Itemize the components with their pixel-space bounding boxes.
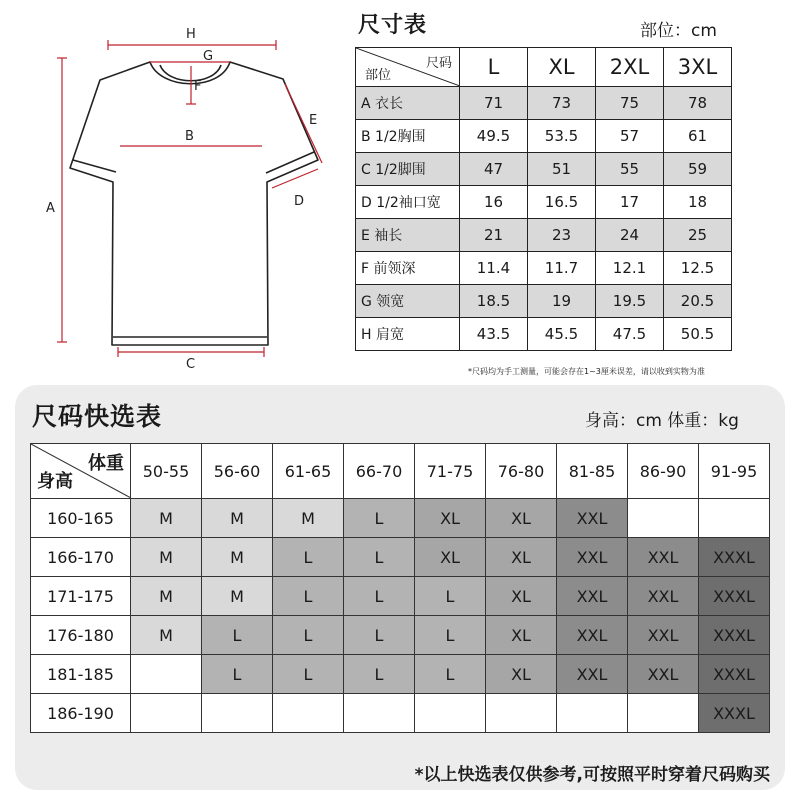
size-recommendation-cell: XL: [486, 538, 557, 577]
quick-select-table: [30, 443, 770, 733]
size-value: 53.5: [528, 120, 596, 153]
size-value: 19: [528, 285, 596, 318]
size-recommendation-cell: M: [131, 616, 202, 655]
size-value: 20.5: [664, 285, 732, 318]
size-recommendation-cell: XXL: [557, 538, 628, 577]
size-value: 47.5: [596, 318, 664, 351]
quick-select-units: 身高：cm 体重：kg: [585, 411, 739, 431]
size-value: 55: [596, 153, 664, 186]
size-value: 24: [596, 219, 664, 252]
size-recommendation-cell: [131, 694, 202, 733]
height-range: 176-180: [31, 616, 131, 655]
size-recommendation-cell: L: [273, 538, 344, 577]
size-recommendation-cell: XXL: [628, 577, 699, 616]
size-recommendation-cell: [699, 499, 770, 538]
size-recommendation-cell: L: [273, 577, 344, 616]
size-value: 18: [664, 186, 732, 219]
quick-row: [31, 694, 770, 733]
part-label: C 1/2脚围: [356, 153, 460, 186]
size-recommendation-cell: L: [344, 538, 415, 577]
size-recommendation-cell: L: [202, 616, 273, 655]
size-recommendation-cell: L: [273, 655, 344, 694]
size-recommendation-cell: L: [273, 616, 344, 655]
quick-corner-cell: [31, 444, 131, 499]
part-label: F 前领深: [356, 252, 460, 285]
size-value: 73: [528, 87, 596, 120]
size-recommendation-cell: XXL: [628, 655, 699, 694]
weight-header: 66-70: [344, 444, 415, 499]
size-value: 51: [528, 153, 596, 186]
height-range: 186-190: [31, 694, 131, 733]
size-row: [356, 87, 732, 120]
size-recommendation-cell: L: [344, 499, 415, 538]
size-recommendation-cell: L: [344, 577, 415, 616]
label-g: G: [203, 49, 214, 64]
label-d: D: [294, 194, 305, 209]
size-value: 16: [460, 186, 528, 219]
size-value: 11.4: [460, 252, 528, 285]
size-recommendation-cell: XXL: [628, 616, 699, 655]
size-recommendation-cell: M: [131, 499, 202, 538]
tshirt-diagram: [0, 0, 345, 380]
size-recommendation-cell: [131, 655, 202, 694]
size-recommendation-cell: M: [202, 538, 273, 577]
height-range: 171-175: [31, 577, 131, 616]
size-chart-unit: 部位：cm: [640, 21, 717, 41]
corner-size-label: 尺码: [425, 56, 452, 71]
size-recommendation-cell: XXXL: [699, 655, 770, 694]
label-c: C: [186, 357, 196, 372]
size-row: [356, 252, 732, 285]
size-recommendation-cell: M: [202, 499, 273, 538]
label-h: H: [186, 27, 196, 42]
weight-header: 81-85: [557, 444, 628, 499]
weight-header: 61-65: [273, 444, 344, 499]
size-row: [356, 219, 732, 252]
corner-height-label: 身高: [37, 471, 73, 492]
size-value: 57: [596, 120, 664, 153]
label-f: F: [194, 79, 202, 94]
size-recommendation-cell: M: [273, 499, 344, 538]
size-recommendation-cell: L: [344, 616, 415, 655]
height-range: 160-165: [31, 499, 131, 538]
size-value: 12.1: [596, 252, 664, 285]
size-value: 16.5: [528, 186, 596, 219]
size-value: 17: [596, 186, 664, 219]
size-header: 2XL: [596, 48, 664, 87]
size-value: 78: [664, 87, 732, 120]
size-recommendation-cell: L: [415, 655, 486, 694]
size-recommendation-cell: M: [202, 577, 273, 616]
size-recommendation-cell: [628, 694, 699, 733]
size-value: 25: [664, 219, 732, 252]
size-recommendation-cell: XL: [415, 499, 486, 538]
size-header: 3XL: [664, 48, 732, 87]
size-value: 21: [460, 219, 528, 252]
corner-part-label: 部位: [365, 68, 392, 83]
size-value: 50.5: [664, 318, 732, 351]
height-range: 166-170: [31, 538, 131, 577]
part-label: E 袖长: [356, 219, 460, 252]
part-label: H 肩宽: [356, 318, 460, 351]
size-value: 45.5: [528, 318, 596, 351]
size-value: 11.7: [528, 252, 596, 285]
size-value: 61: [664, 120, 732, 153]
part-label: D 1/2袖口宽: [356, 186, 460, 219]
size-recommendation-cell: [628, 499, 699, 538]
size-recommendation-cell: XXL: [557, 577, 628, 616]
size-value: 18.5: [460, 285, 528, 318]
quick-row: [31, 499, 770, 538]
size-value: 49.5: [460, 120, 528, 153]
size-value: 43.5: [460, 318, 528, 351]
size-recommendation-cell: XL: [486, 616, 557, 655]
size-recommendation-cell: XXXL: [699, 694, 770, 733]
size-recommendation-cell: XXL: [628, 538, 699, 577]
quick-select-title: 尺码快选表: [32, 402, 163, 431]
size-recommendation-cell: XL: [486, 499, 557, 538]
size-row: [356, 285, 732, 318]
height-range: 181-185: [31, 655, 131, 694]
size-row: [356, 153, 732, 186]
size-recommendation-cell: [273, 694, 344, 733]
corner-weight-label: 体重: [88, 453, 124, 474]
size-row: [356, 318, 732, 351]
size-value: 23: [528, 219, 596, 252]
size-recommendation-cell: L: [415, 577, 486, 616]
size-value: 59: [664, 153, 732, 186]
size-chart-table: [355, 47, 732, 351]
weight-header: 91-95: [699, 444, 770, 499]
quick-select-footer: *以上快选表仅供参考,可按照平时穿着尺码购买: [414, 765, 770, 785]
size-row: [356, 186, 732, 219]
size-value: 75: [596, 87, 664, 120]
size-value: 71: [460, 87, 528, 120]
size-recommendation-cell: [415, 694, 486, 733]
size-recommendation-cell: XXXL: [699, 577, 770, 616]
weight-header: 50-55: [131, 444, 202, 499]
size-recommendation-cell: XXL: [557, 655, 628, 694]
size-header-row: [356, 48, 732, 87]
size-recommendation-cell: XXL: [557, 616, 628, 655]
label-b: B: [185, 129, 194, 144]
label-a: A: [46, 201, 55, 216]
size-recommendation-cell: [486, 694, 557, 733]
size-recommendation-cell: M: [131, 538, 202, 577]
quick-row: [31, 655, 770, 694]
size-recommendation-cell: XL: [486, 577, 557, 616]
size-recommendation-cell: XXXL: [699, 538, 770, 577]
size-recommendation-cell: XXXL: [699, 616, 770, 655]
weight-header: 76-80: [486, 444, 557, 499]
size-recommendation-cell: [557, 694, 628, 733]
size-recommendation-cell: [202, 694, 273, 733]
size-recommendation-cell: XL: [486, 655, 557, 694]
size-recommendation-cell: XXL: [557, 499, 628, 538]
label-e: E: [309, 113, 318, 128]
weight-header: 56-60: [202, 444, 273, 499]
quick-header-row: [31, 444, 770, 499]
part-label: B 1/2胸围: [356, 120, 460, 153]
size-recommendation-cell: L: [344, 655, 415, 694]
part-label: A 衣长: [356, 87, 460, 120]
size-recommendation-cell: M: [131, 577, 202, 616]
quick-row: [31, 616, 770, 655]
size-recommendation-cell: L: [415, 616, 486, 655]
size-row: [356, 120, 732, 153]
size-chart-note: *尺码均为手工测量，可能会存在1~3厘米误差，请以收到实物为准: [468, 367, 705, 376]
size-corner-cell: [356, 48, 460, 87]
quick-row: [31, 538, 770, 577]
size-recommendation-cell: XL: [415, 538, 486, 577]
size-recommendation-cell: [344, 694, 415, 733]
quick-table-body: [31, 499, 770, 733]
size-value: 47: [460, 153, 528, 186]
part-label: G 领宽: [356, 285, 460, 318]
size-header: XL: [528, 48, 596, 87]
size-recommendation-cell: L: [202, 655, 273, 694]
quick-row: [31, 577, 770, 616]
size-value: 19.5: [596, 285, 664, 318]
size-value: 12.5: [664, 252, 732, 285]
weight-header: 86-90: [628, 444, 699, 499]
weight-header: 71-75: [415, 444, 486, 499]
size-header: L: [460, 48, 528, 87]
size-chart-title: 尺寸表: [358, 13, 428, 38]
